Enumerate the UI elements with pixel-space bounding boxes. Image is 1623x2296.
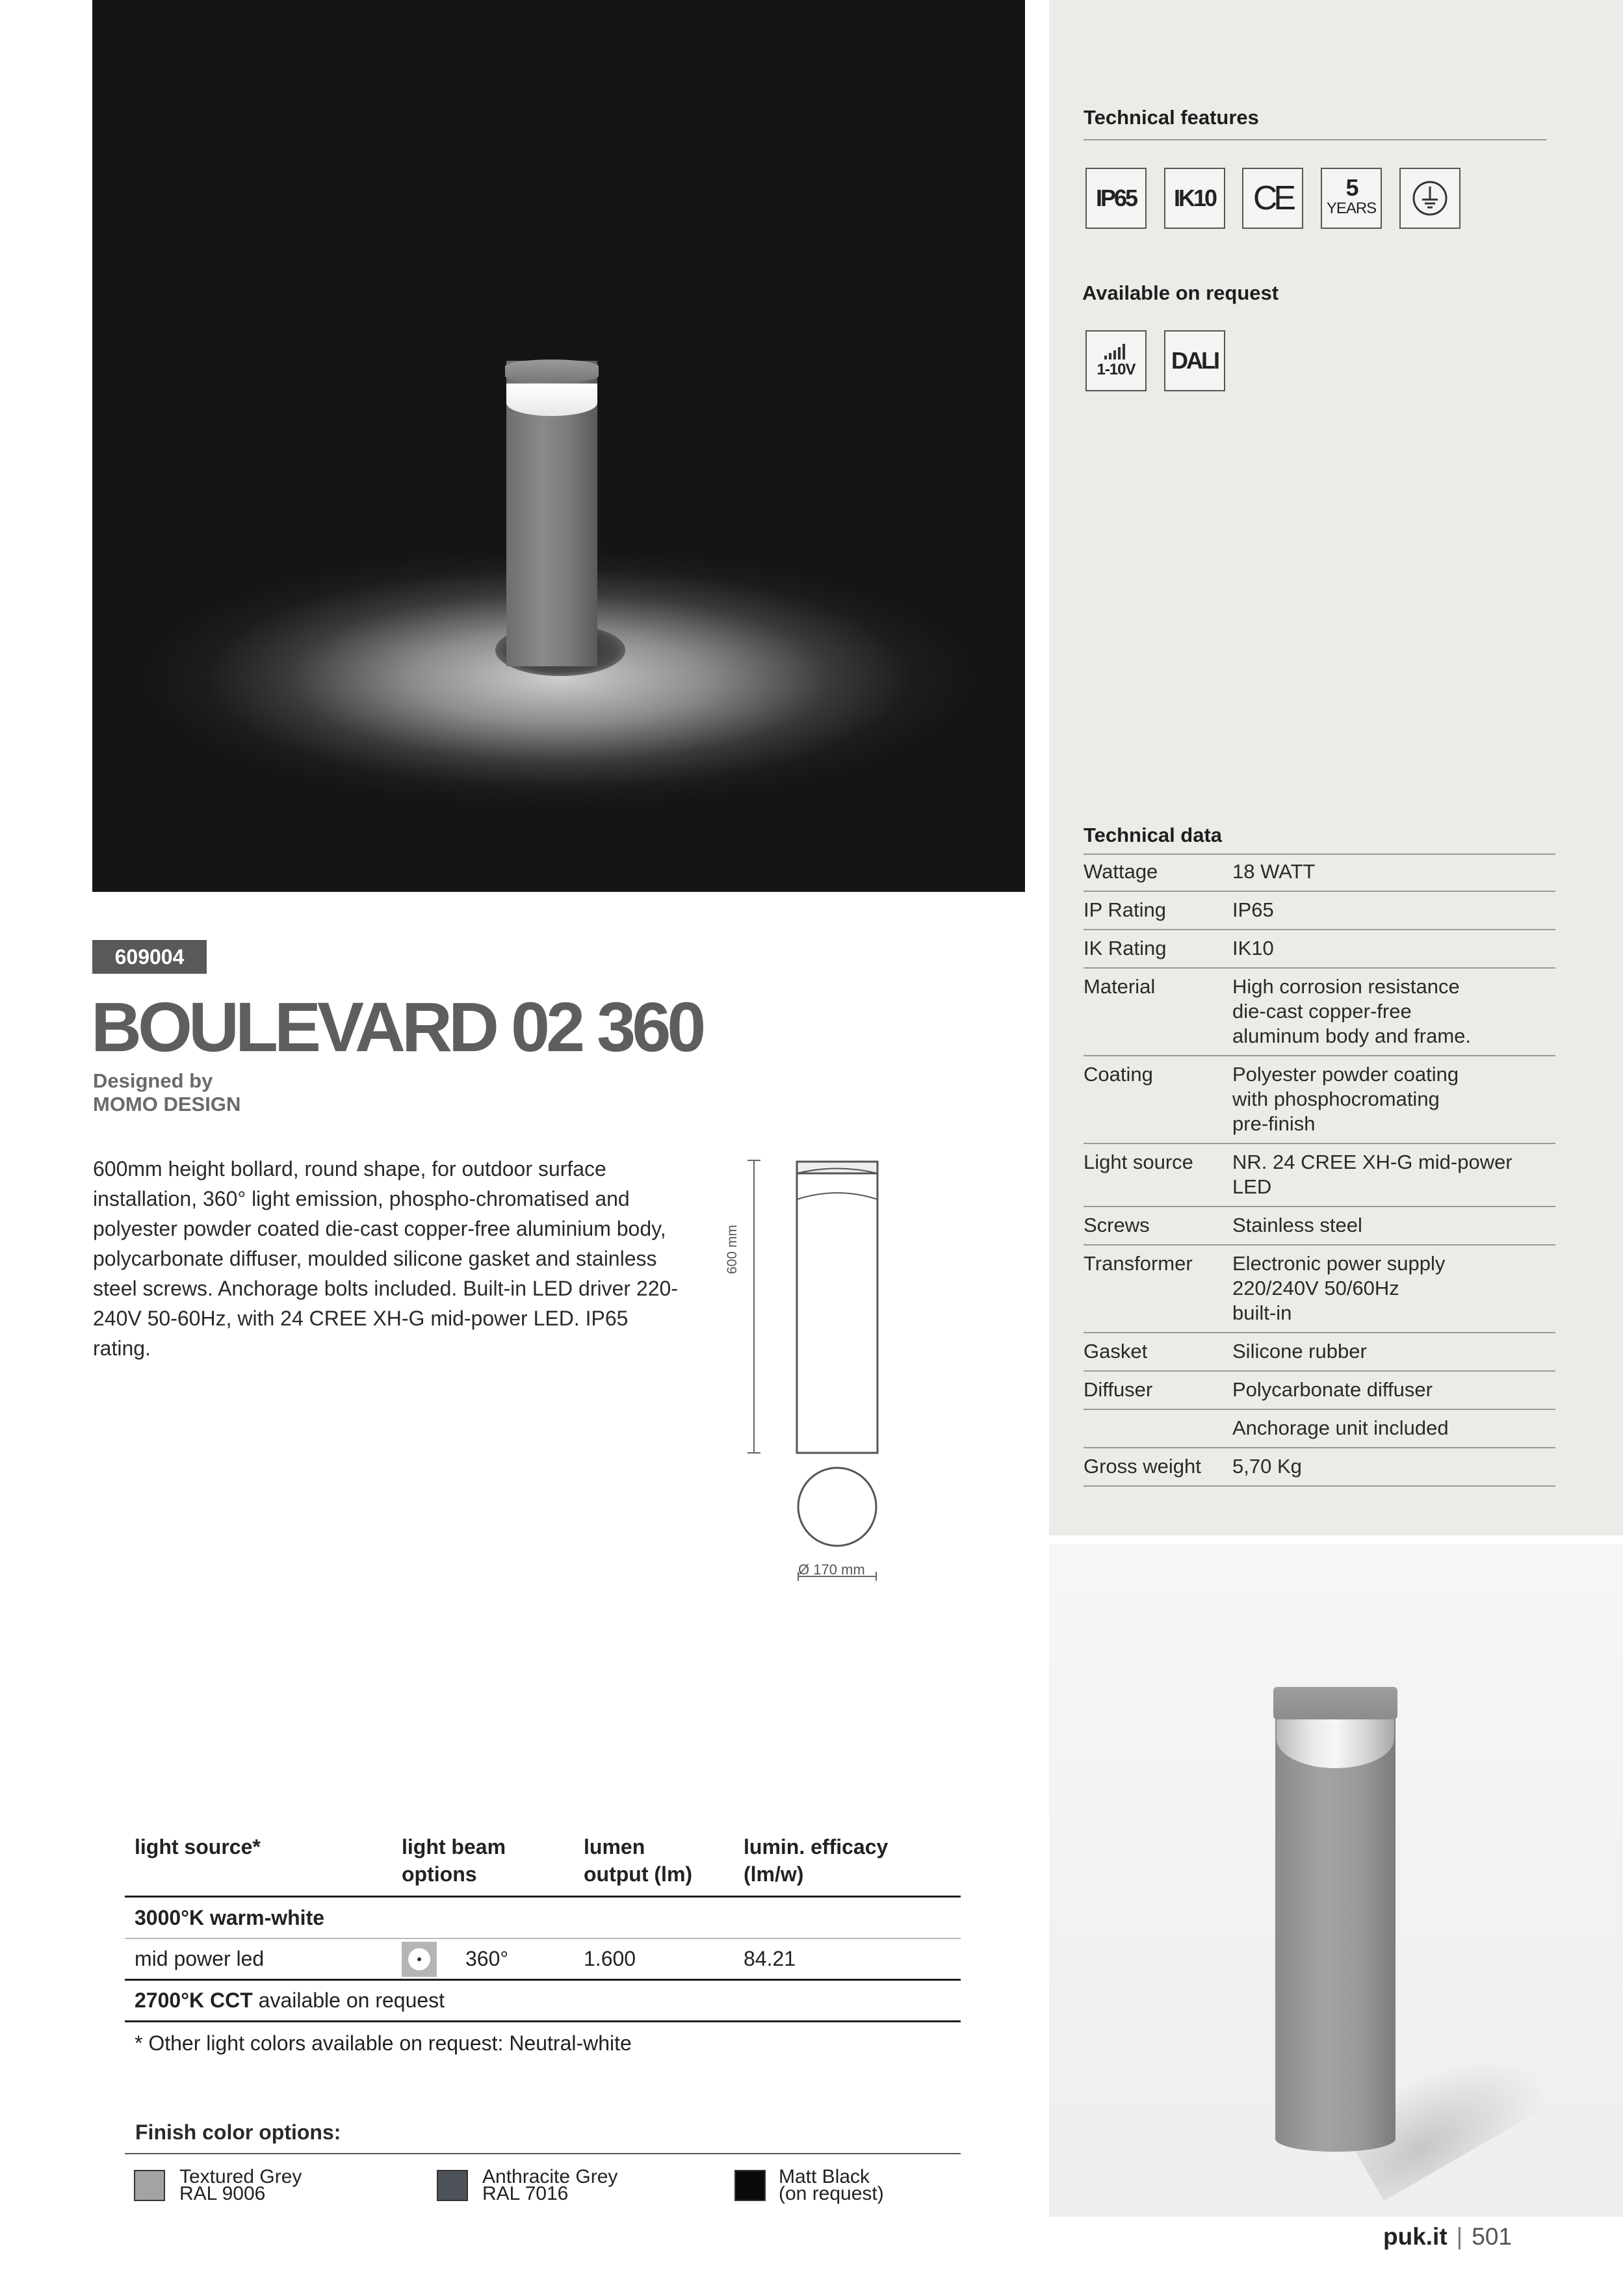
ce-mark-icon: CE	[1242, 168, 1303, 229]
spec-value: IP65	[1232, 898, 1274, 921]
footnote: * Other light colors available on request: Neutral-white	[135, 2031, 632, 2055]
table-row	[1084, 1056, 1555, 1144]
spec-key: Gasket	[1084, 1340, 1148, 1363]
table-row	[1084, 854, 1555, 892]
group-label: 3000°K warm-white	[135, 1905, 325, 1929]
spec-key: Wattage	[1084, 860, 1158, 883]
swatch-anthracite-grey	[437, 2170, 468, 2201]
technical-drawing	[728, 1151, 910, 1593]
spec-value: NR. 24 CREE XH-G mid-power LED	[1232, 1151, 1513, 1198]
cell-lumen: 1.600	[584, 1947, 636, 1970]
spec-value: IK10	[1232, 937, 1274, 959]
table-row	[1084, 1207, 1555, 1246]
product-code-badge: 609004	[92, 940, 207, 974]
spec-key: Gross weight	[1084, 1455, 1201, 1478]
cell-efficacy: 84.21	[744, 1947, 796, 1970]
warranty-icon	[1321, 168, 1382, 229]
bollard-light-band	[506, 384, 597, 416]
cct-note: available on request	[252, 1989, 445, 2012]
spec-key: Material	[1084, 975, 1156, 998]
beam-360-icon	[402, 1942, 437, 1977]
cell-source: mid power led	[135, 1947, 265, 1970]
product-description: 600mm height bollard, round shape, for outdoor surface installation, 360° light emission, phospho-chromatised and polyester powder coated die-cast copper-free aluminium body, polycarbonate diffuser, moulded silicone gasket and stainless steel screws. Anchorage bolts included. Built-in LED driver 220-240V 50-60Hz, with 24 CREE XH-G mid-power LED. IP65 rating.	[93, 1157, 678, 1360]
dali-icon: DALI	[1164, 330, 1225, 391]
diameter-dimension-label: Ø 170 mm	[798, 1561, 865, 1578]
spec-key: Light source	[1084, 1151, 1193, 1173]
available-on-request-title: Available on request	[1082, 281, 1279, 304]
table-row	[1084, 930, 1555, 969]
group-row	[125, 1898, 961, 1939]
site-link[interactable]: puk.it	[1383, 2223, 1448, 2250]
table-row	[1084, 1246, 1555, 1333]
class-1-earth-icon	[1399, 168, 1461, 229]
finish-label: Textured Grey RAL 9006	[179, 2166, 302, 2204]
warranty-years-number: 5	[1345, 174, 1357, 201]
spec-value: Stainless steel	[1232, 1214, 1362, 1236]
spec-key: IP Rating	[1084, 898, 1166, 921]
light-source-table	[125, 1833, 961, 2064]
table-row	[1084, 1333, 1555, 1372]
footnote-row	[125, 2022, 961, 2064]
technical-data-table	[1084, 854, 1555, 1487]
page-number: 501	[1472, 2223, 1513, 2250]
finish-label: Anthracite Grey RAL 7016	[482, 2166, 618, 2204]
spec-value: Electronic power supply 220/240V 50/60Hz built-in	[1232, 1252, 1446, 1324]
ik10-icon: IK10	[1164, 168, 1225, 229]
spec-value: Silicone rubber	[1232, 1340, 1367, 1363]
designer-name: MOMO DESIGN	[93, 1093, 241, 1115]
table-row	[125, 1939, 961, 1981]
hero-product-photo	[92, 0, 1025, 892]
height-dimension-label: 600 mm	[725, 1225, 740, 1274]
bollard-cap	[1273, 1687, 1397, 1719]
divider	[1084, 139, 1546, 140]
warranty-years-label: YEARS	[1326, 200, 1377, 217]
table-row	[1084, 1448, 1555, 1487]
designer-credit	[93, 1069, 240, 1116]
table-row	[1084, 1372, 1555, 1410]
spec-key: IK Rating	[1084, 937, 1167, 959]
table-header	[125, 1833, 961, 1898]
spec-value: 5,70 Kg	[1232, 1455, 1302, 1478]
spec-key: Screws	[1084, 1214, 1150, 1236]
technical-data-title: Technical data	[1084, 824, 1223, 846]
swatch-textured-grey	[134, 2170, 165, 2201]
spec-key: Coating	[1084, 1063, 1153, 1086]
header-beam-options: light beam options	[402, 1835, 506, 1886]
finish-options-title: Finish color options:	[135, 2120, 341, 2144]
page-footer	[1383, 2223, 1512, 2250]
spec-value: Polyester powder coating with phosphocromating pre-finish	[1232, 1063, 1459, 1135]
table-row	[1084, 969, 1555, 1056]
spec-key: Transformer	[1084, 1252, 1193, 1275]
dimming-1-10v-icon	[1085, 330, 1147, 391]
swatch-matt-black	[734, 2170, 766, 2201]
technical-features-title: Technical features	[1084, 106, 1259, 129]
spec-value: Anchorage unit included	[1232, 1416, 1449, 1439]
table-row	[1084, 1144, 1555, 1207]
table-row	[1084, 892, 1555, 930]
earth-symbol-icon	[1410, 179, 1449, 218]
divider	[125, 2153, 961, 2154]
product-photo	[1049, 1544, 1623, 2217]
spec-value: High corrosion resistance die-cast copper-free aluminum body and frame.	[1232, 975, 1472, 1047]
bollard-cap	[505, 359, 599, 383]
spec-value: 18 WATT	[1232, 860, 1316, 883]
finish-label: Matt Black (on request)	[779, 2166, 884, 2204]
ip65-icon: IP65	[1085, 168, 1147, 229]
designed-by-label: Designed by	[93, 1069, 213, 1092]
table-row	[1084, 1410, 1555, 1448]
header-light-source: light source*	[135, 1835, 261, 1859]
spec-value: Polycarbonate diffuser	[1232, 1378, 1433, 1401]
beam-angle: 360°	[465, 1947, 509, 1970]
header-efficacy: lumin. efficacy (lm/w)	[744, 1835, 889, 1886]
cell-beam	[402, 1942, 584, 1977]
spec-key: Diffuser	[1084, 1378, 1153, 1401]
cct-row	[125, 1981, 961, 2022]
product-title: BOULEVARD 02 360	[91, 987, 703, 1066]
footer-separator: |	[1456, 2223, 1463, 2250]
signal-bars-icon	[1103, 343, 1129, 361]
spec-key	[1084, 1416, 1232, 1441]
header-lumen-output: lumen output (lm)	[584, 1835, 693, 1886]
cct-label: 2700°K CCT	[135, 1989, 253, 2012]
dimming-label: 1-10V	[1097, 361, 1136, 378]
